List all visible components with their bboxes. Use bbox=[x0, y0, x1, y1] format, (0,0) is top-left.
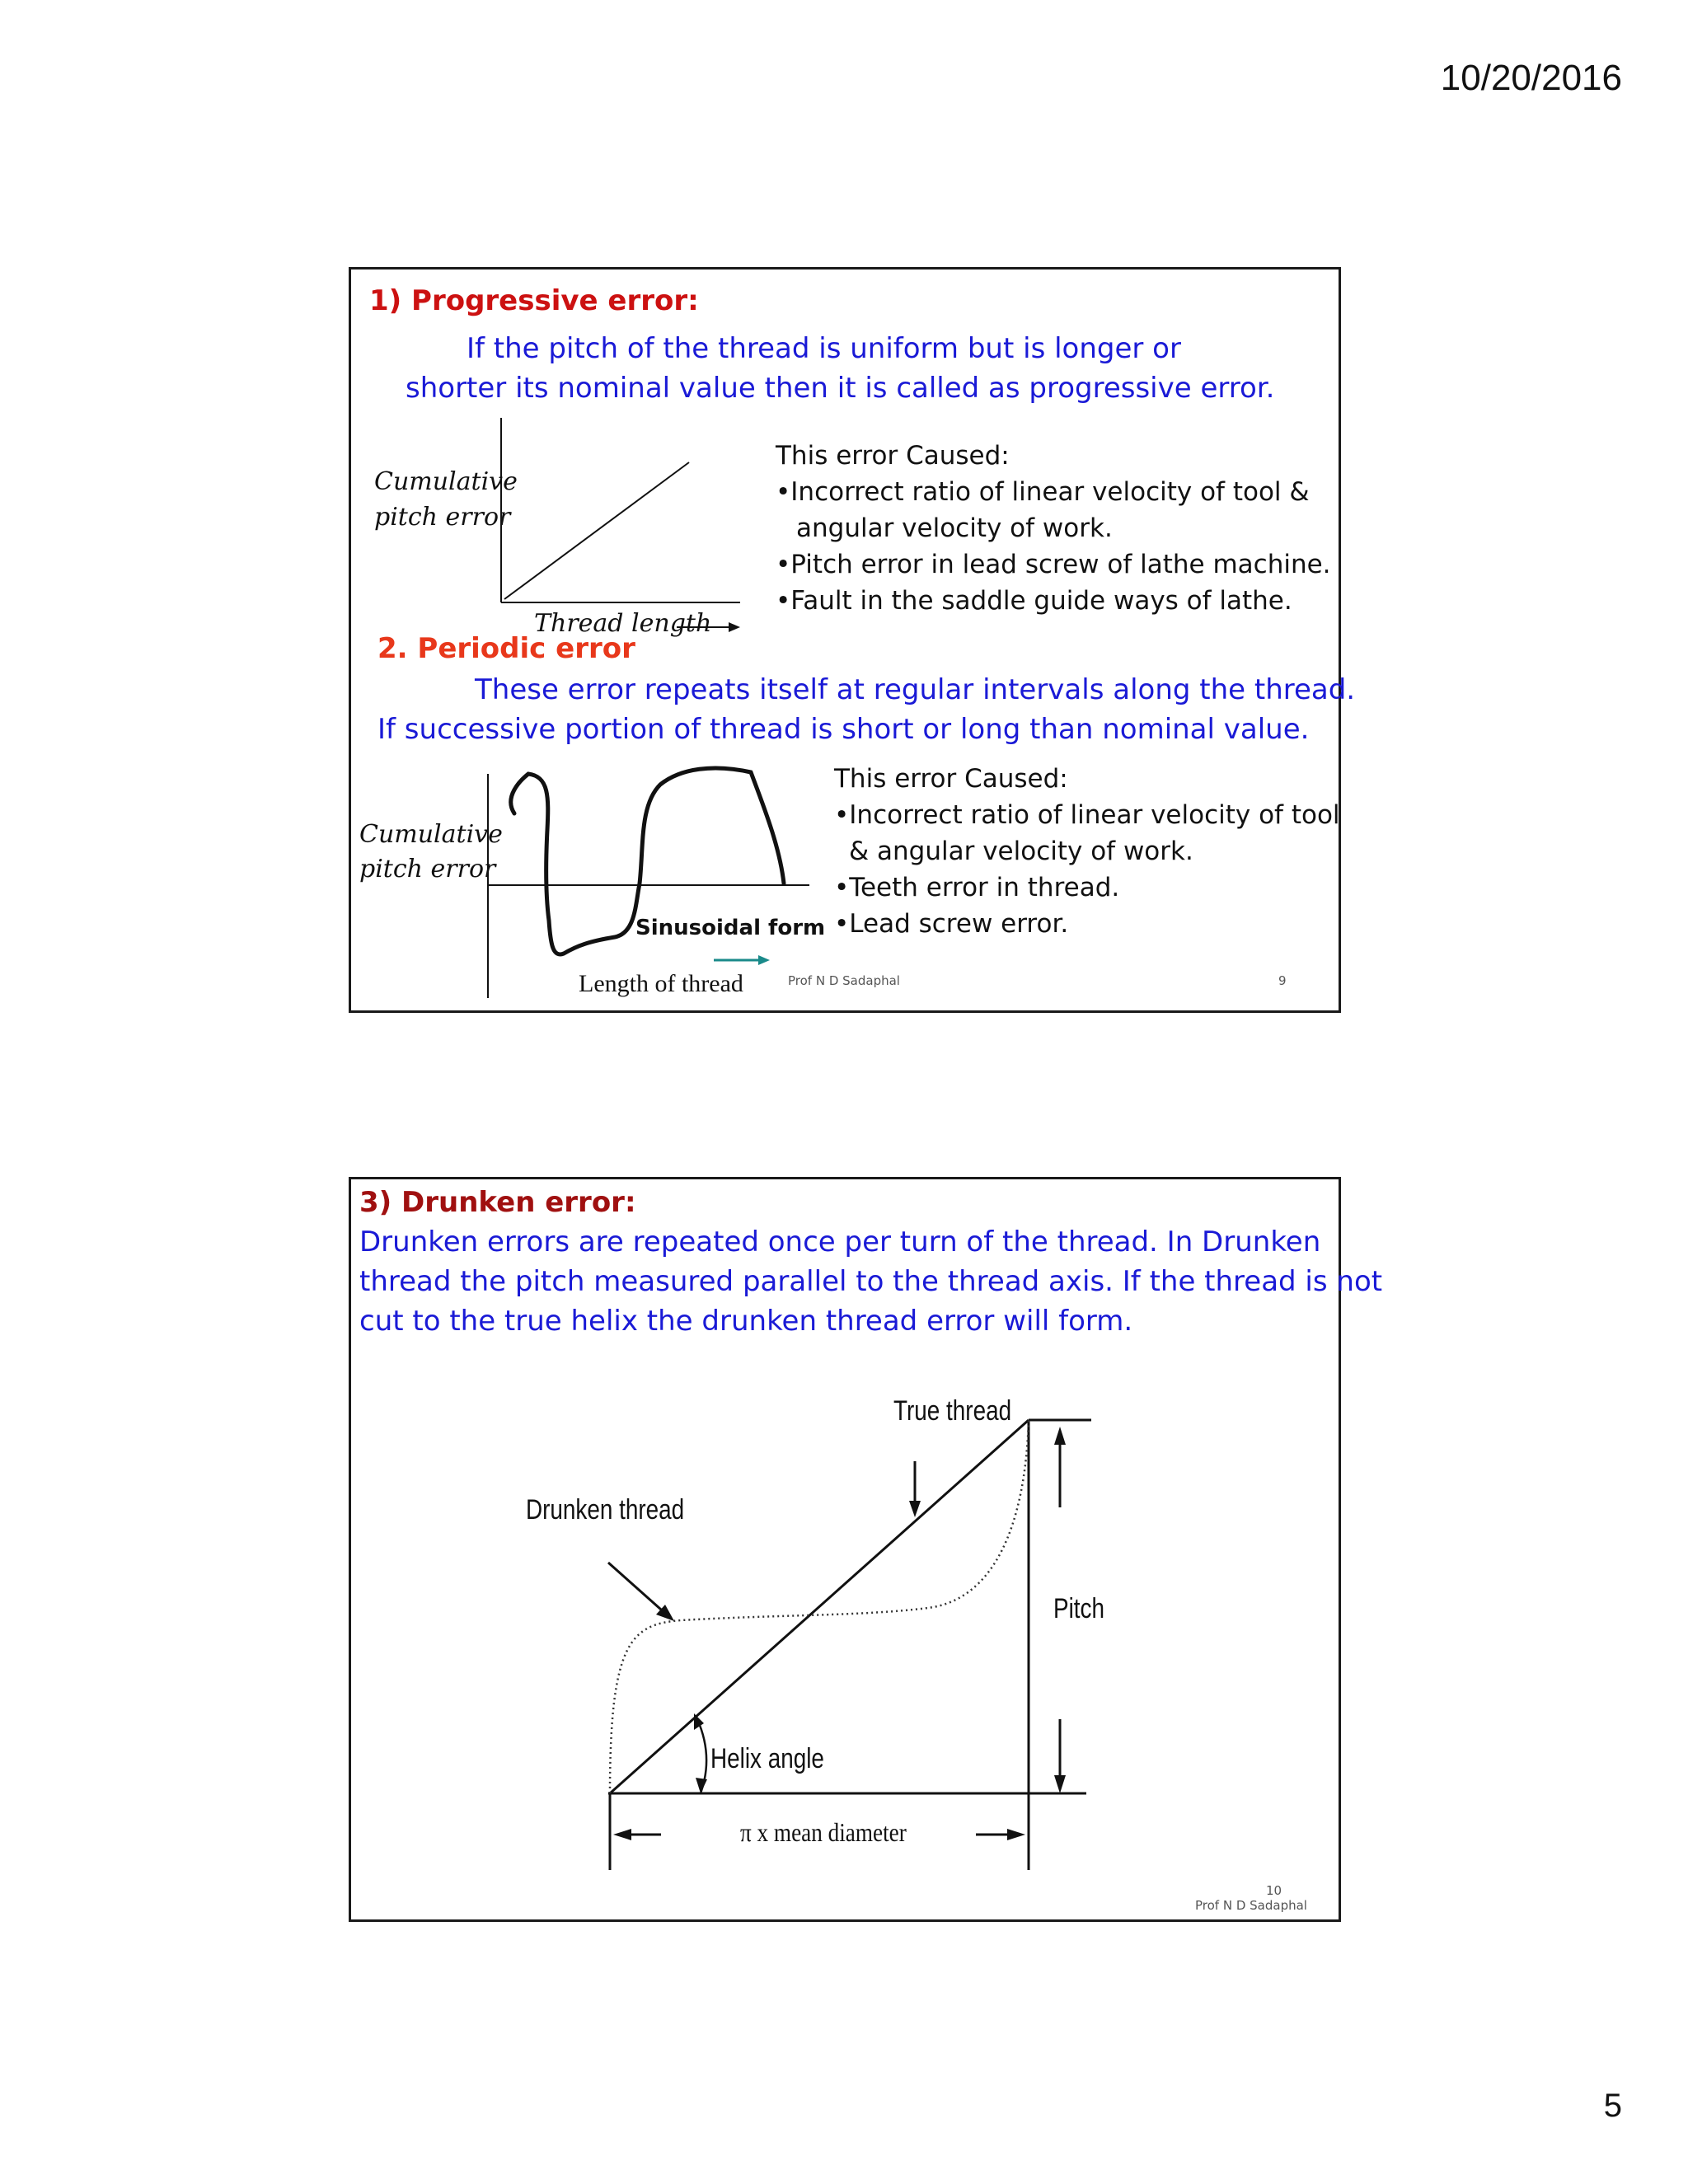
helix-angle-label: Helix angle bbox=[710, 1743, 824, 1774]
progressive-graph-ylabel-line2: pitch error bbox=[374, 503, 511, 532]
true-thread-label: True thread bbox=[893, 1395, 1012, 1427]
slide2-number: 10 bbox=[1266, 1883, 1282, 1898]
page-date: 10/20/2016 bbox=[1440, 58, 1622, 98]
periodic-definition-line1: These error repeats itself at regular intervals along the thread. bbox=[475, 673, 1356, 706]
progressive-causes-heading: This error Caused: bbox=[776, 441, 1010, 471]
drunken-error-title: 3) Drunken error: bbox=[359, 1186, 636, 1219]
progressive-definition-line1: If the pitch of the thread is uniform but is longer or bbox=[467, 332, 1181, 365]
progressive-graph-xlabel: Thread length bbox=[534, 609, 712, 638]
true-thread-line bbox=[610, 1420, 1029, 1793]
progressive-definition-line2: shorter its nominal value then it is called as progressive error. bbox=[406, 372, 1275, 405]
pitch-arrowhead-down bbox=[1054, 1775, 1066, 1793]
slide-drunken-error bbox=[349, 1177, 1383, 1922]
progressive-graph-ylabel-line1: Cumulative bbox=[374, 467, 518, 496]
drunken-definition-line3: cut to the true helix the drunken thread error will form. bbox=[359, 1305, 1133, 1338]
pitch-label: Pitch bbox=[1053, 1593, 1104, 1624]
periodic-cause-1: •Incorrect ratio of linear velocity of tool bbox=[834, 800, 1340, 830]
slide1-number: 9 bbox=[1278, 973, 1287, 988]
periodic-definition-line2: If successive portion of thread is short or long than nominal value. bbox=[377, 713, 1310, 746]
drunken-definition-line2: thread the pitch measured parallel to the thread axis. If the thread is not bbox=[359, 1265, 1383, 1298]
drunken-thread-diagram bbox=[351, 1179, 1340, 1921]
progressive-cause-1-cont: angular velocity of work. bbox=[796, 513, 1113, 543]
length-arrowhead bbox=[758, 955, 770, 965]
periodic-graph-xlabel: Length of thread bbox=[579, 970, 743, 997]
periodic-causes-heading: This error Caused: bbox=[834, 764, 1068, 794]
progressive-cause-1: •Incorrect ratio of linear velocity of tool & bbox=[776, 477, 1310, 507]
sinusoidal-form-label: Sinusoidal form bbox=[635, 916, 826, 940]
helix-angle-arrowhead-bottom bbox=[696, 1778, 707, 1793]
mean-diameter-arrowhead-left bbox=[613, 1829, 631, 1840]
periodic-graph-ylabel-line1: Cumulative bbox=[359, 820, 503, 849]
drunken-thread-arrow bbox=[608, 1563, 668, 1616]
periodic-error-graph bbox=[351, 269, 846, 1011]
periodic-cause-1-cont: & angular velocity of work. bbox=[849, 837, 1193, 866]
progressive-error-title: 1) Progressive error: bbox=[369, 284, 699, 317]
drunken-definition-line1: Drunken errors are repeated once per turn of the thread. In Drunken bbox=[359, 1226, 1321, 1258]
periodic-cause-2: •Teeth error in thread. bbox=[834, 873, 1120, 902]
pitch-arrowhead-up bbox=[1054, 1427, 1066, 1445]
slide-progressive-periodic-error bbox=[349, 267, 1356, 1013]
slide2-author: Prof N D Sadaphal bbox=[1195, 1898, 1307, 1913]
periodic-graph-ylabel-line2: pitch error bbox=[359, 855, 496, 883]
true-thread-arrowhead bbox=[909, 1501, 921, 1517]
mean-diameter-label: π x mean diameter bbox=[740, 1817, 907, 1847]
progressive-cause-3: •Fault in the saddle guide ways of lathe. bbox=[776, 586, 1292, 616]
slide1-author: Prof N D Sadaphal bbox=[788, 973, 900, 988]
page-number: 5 bbox=[1603, 2088, 1622, 2124]
drunken-thread-label: Drunken thread bbox=[526, 1494, 685, 1526]
periodic-cause-3: •Lead screw error. bbox=[834, 909, 1069, 939]
periodic-error-title: 2. Periodic error bbox=[377, 632, 635, 665]
progressive-cause-2: •Pitch error in lead screw of lathe machine. bbox=[776, 550, 1331, 579]
mean-diameter-arrowhead-right bbox=[1007, 1829, 1025, 1840]
helix-angle-arrowhead-top bbox=[694, 1713, 704, 1730]
